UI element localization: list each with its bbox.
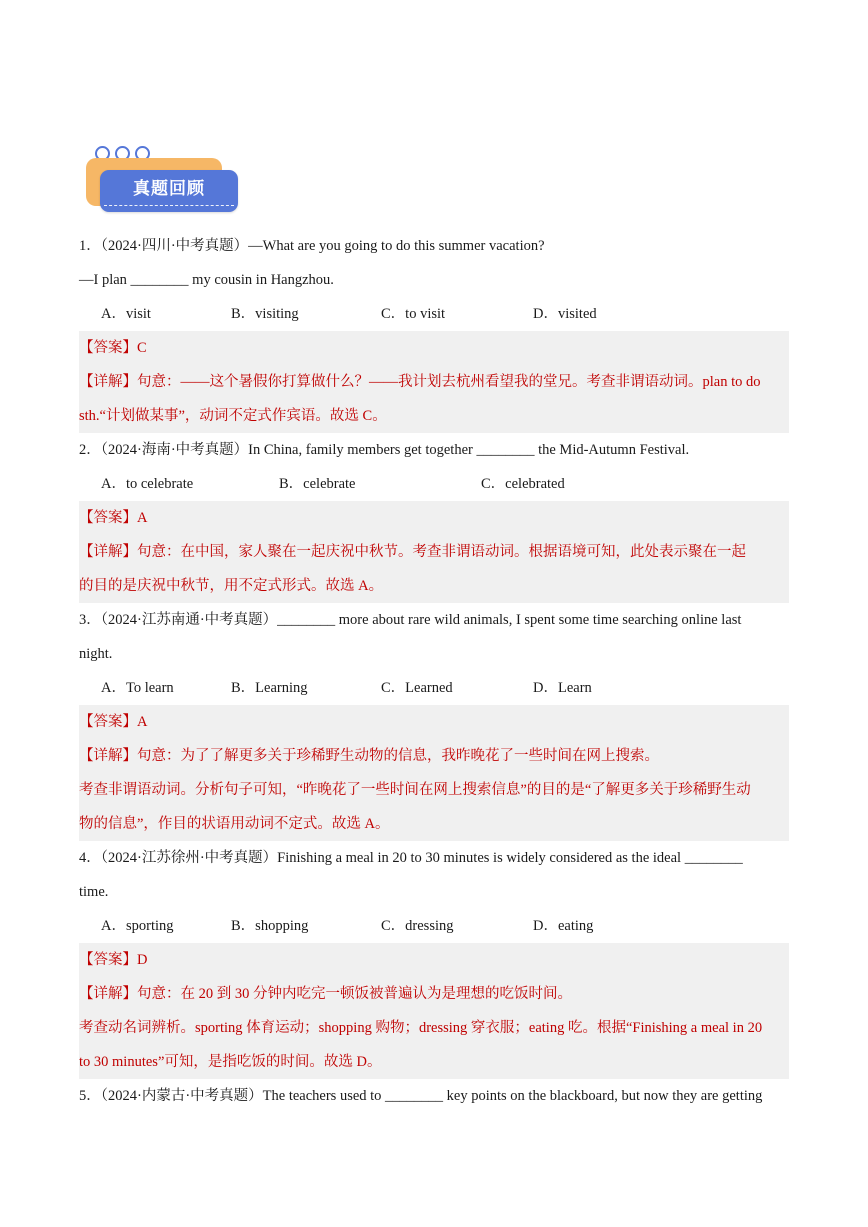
detail-text: 的目的是庆祝中秋节，用不定式形式。故选 A。 — [79, 578, 384, 594]
detail-text: sth.“计划做某事”，动词不定式作宾语。故选 C。 — [79, 408, 387, 424]
options-row — [79, 297, 789, 331]
detail-label: 【详解】 — [79, 986, 137, 1002]
option-c: C．Learned — [381, 680, 453, 696]
question-list — [79, 229, 789, 1113]
detail-text: 句意：在 20 到 30 分钟内吃完一顿饭被普遍认为是理想的吃饭时间。 — [137, 986, 572, 1002]
detail-label: 【详解】 — [79, 748, 137, 764]
question-1 — [79, 229, 789, 433]
question-stem: —I plan ________ my cousin in Hangzhou. — [79, 272, 334, 288]
answer-label: 【答案】 — [79, 952, 137, 968]
answer-block — [79, 331, 789, 433]
detail-text: 句意：在中国，家人聚在一起庆祝中秋节。考查非谓语动词。根据语境可知，此处表示聚在一起 — [137, 544, 746, 560]
detail-label: 【详解】 — [79, 544, 137, 560]
question-5 — [79, 1079, 789, 1113]
answer-value: D — [137, 952, 148, 968]
option-d: D．eating — [533, 918, 594, 934]
question-stem: 5．（2024·内蒙古·中考真题）The teachers used to ________ key points on the blackboard, but now they are getting — [79, 1088, 763, 1104]
detail-text: 考查非谓语动词。分析句子可知，“昨晚花了一些时间在网上搜索信息”的目的是“了解更多关于珍稀野生动 — [79, 782, 751, 798]
option-d: D．visited — [533, 306, 597, 322]
answer-block — [79, 943, 789, 1079]
option-a: A．to celebrate — [101, 476, 194, 492]
answer-value: A — [137, 714, 148, 730]
answer-label: 【答案】 — [79, 714, 137, 730]
detail-text: 句意：为了了解更多关于珍稀野生动物的信息，我昨晚花了一些时间在网上搜索。 — [137, 748, 659, 764]
detail-text: 句意：——这个暑假你打算做什么？——我计划去杭州看望我的堂兄。考查非谓语动词。plan to do — [137, 374, 761, 390]
option-c: C．celebrated — [481, 476, 565, 492]
question-3 — [79, 603, 789, 841]
answer-block — [79, 501, 789, 603]
section-header-badge — [84, 146, 244, 222]
option-a: A．visit — [101, 306, 151, 322]
question-stem: 3．（2024·江苏南通·中考真题）________ more about rare wild animals, I spent some time searching online last — [79, 612, 742, 628]
answer-block — [79, 705, 789, 841]
detail-label: 【详解】 — [79, 374, 137, 390]
answer-label: 【答案】 — [79, 510, 137, 526]
answer-label: 【答案】 — [79, 340, 137, 356]
question-stem: 2．（2024·海南·中考真题）In China, family members get together ________ the Mid-Autumn Festival. — [79, 442, 690, 458]
option-d: D．Learn — [533, 680, 592, 696]
answer-value: C — [137, 340, 147, 356]
option-c: C．to visit — [381, 306, 446, 322]
detail-text: 考查动名词辨析。sporting 体育运动；shopping 购物；dressing 穿衣服；eating 吃。根据“Finishing a meal in 20 — [79, 1020, 763, 1036]
option-c: C．dressing — [381, 918, 454, 934]
answer-value: A — [137, 510, 148, 526]
question-stem: 4．（2024·江苏徐州·中考真题）Finishing a meal in 20 to 30 minutes is widely considered as the ideal ________ — [79, 850, 743, 866]
question-2 — [79, 433, 789, 603]
section-title: 真题回顾 — [133, 179, 205, 199]
option-b: B．shopping — [231, 918, 309, 934]
option-b: B．celebrate — [279, 476, 356, 492]
options-row — [79, 467, 789, 501]
options-row — [79, 671, 789, 705]
detail-text: 物的信息”，作目的状语用动词不定式。故选 A。 — [79, 816, 390, 832]
option-a: A．sporting — [101, 918, 174, 934]
option-b: B．Learning — [231, 680, 308, 696]
option-b: B．visiting — [231, 306, 299, 322]
question-4 — [79, 841, 789, 1079]
question-stem: 1．（2024·四川·中考真题）—What are you going to do this summer vacation? — [79, 238, 545, 254]
question-stem: time. — [79, 884, 109, 900]
option-a: A．To learn — [101, 680, 174, 696]
options-row — [79, 909, 789, 943]
detail-text: to 30 minutes”可知，是指吃饭的时间。故选 D。 — [79, 1054, 382, 1070]
question-stem: night. — [79, 646, 113, 662]
badge-dashed-line — [104, 205, 234, 206]
